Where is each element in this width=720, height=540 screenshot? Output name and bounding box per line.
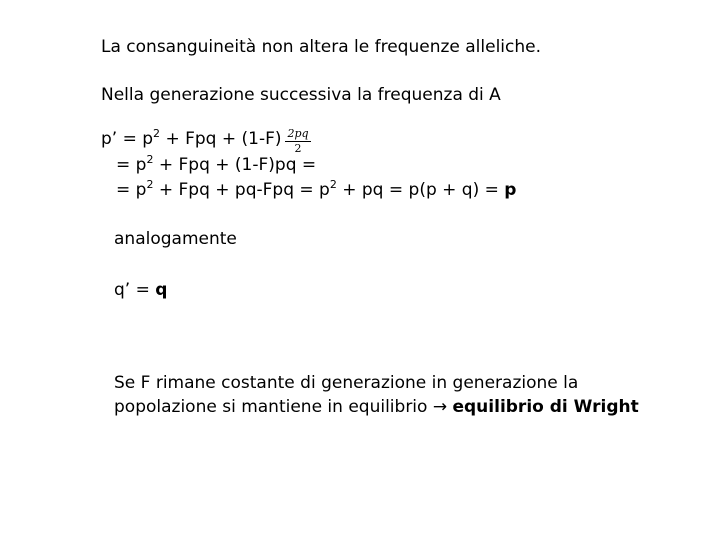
statement-text: analogamente [114,229,237,249]
fraction-numerator: 2pq [285,128,311,142]
fraction-2pq-over-2 [285,128,311,155]
eq-result: p [504,180,517,200]
equation-line-3 [116,179,516,201]
exponent: 2 [146,153,154,166]
next-generation-statement [101,84,501,106]
analogamente-label [114,228,237,250]
equation-line-1 [101,128,282,150]
eq-result: q [155,280,168,300]
exponent: 2 [153,127,161,140]
conclusion-line-1 [114,372,578,394]
eq-text: + pq = p(p + q) = [336,180,505,200]
fraction-denominator: 2 [294,142,302,155]
wright-equilibrium-term: equilibrio di Wright [452,397,639,417]
statement-text: La consanguineità non altera le frequenze alleliche. [101,37,542,57]
eq-text: + Fpq + (1-F)pq = [153,155,317,175]
eq-text: = p [116,155,147,175]
conclusion-line-2 [114,396,639,418]
eq-text: p’ = p [101,129,154,149]
exponent: 2 [329,178,337,191]
title-statement [101,36,541,58]
eq-text: + Fpq + pq-Fpq = p [153,180,330,200]
statement-text: Se F rimane costante di generazione in generazione la [114,373,579,393]
exponent: 2 [146,178,154,191]
eq-text: + Fpq + (1-F) [160,129,282,149]
statement-text: popolazione si mantiene in equilibrio → [114,397,453,417]
equation-line-2 [116,154,316,176]
eq-text: q’ = [114,280,156,300]
eq-text: = p [116,180,147,200]
q-equation [114,279,167,301]
statement-text: Nella generazione successiva la frequenza di A [101,85,501,105]
